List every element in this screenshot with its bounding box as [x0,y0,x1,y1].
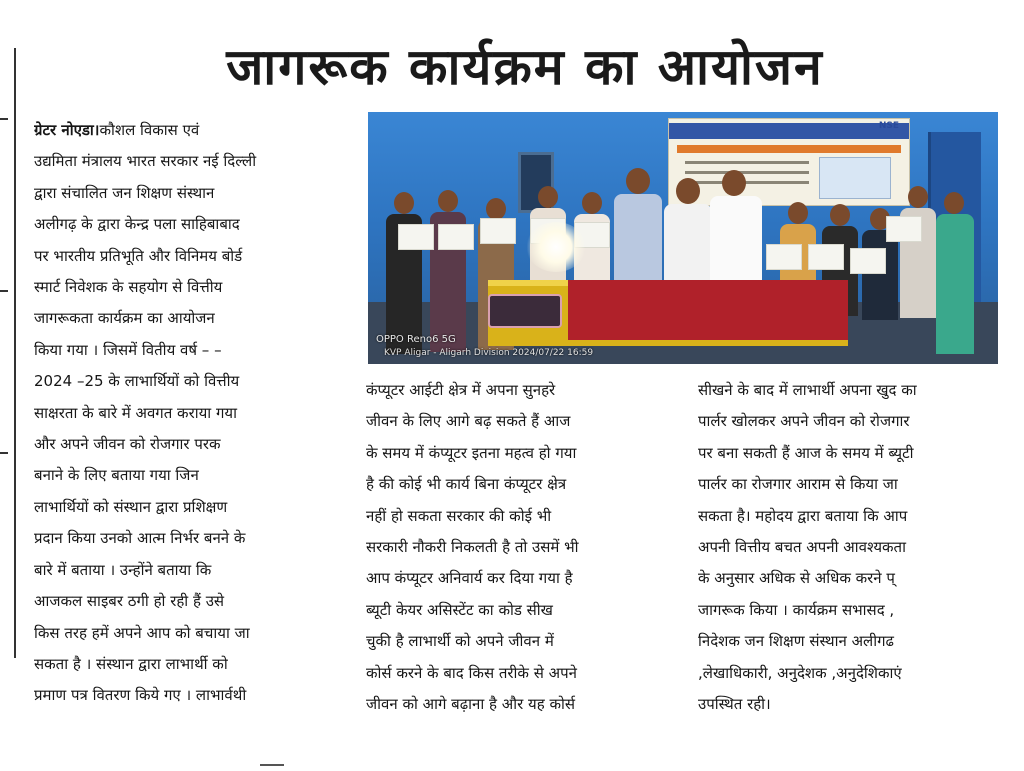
certificate [886,216,922,242]
column-3-line: ,लेखाधिकारी, अनुदेशक ,अनुदेशिकाएं [698,663,902,682]
column-1-line: बारे में बताया । उन्होंने बताया कि [34,560,212,579]
headline: जागरूक कार्यक्रम का आयोजन [226,38,824,96]
column-rule-tick [0,118,8,120]
certificate [808,244,844,270]
column-3-line: अपनी वित्तीय बचत अपनी आवश्यकता [698,538,906,557]
nse-logo: NSE [878,121,899,131]
dateline: ग्रेटर नोएडा। [34,121,100,139]
certificate [438,224,474,250]
column-3-line: निदेशक जन शिक्षण संस्थान अलीगढ [698,632,894,651]
column-2-line: चुकी है लाभार्थी को अपने जीवन में [366,632,554,651]
column-2-line: सरकारी नौकरी निकलती है तो उसमें भी [366,538,579,557]
column-2-line: जीवन को आगे बढ़ाना है और यह कोर्स [366,695,575,714]
column-1-line: अलीगढ़ के द्वारा केन्द्र पला साहिबाबाद [34,215,240,234]
column-2-line: ब्यूटी केयर असिस्टेंट का कोड सीख [366,600,553,619]
column-2-line: जीवन के लिए आगे बढ़ सकते हैं आज [366,412,571,431]
column-rule-tick [0,452,8,454]
certificate [480,218,516,244]
column-1-line: लाभार्थियों को संस्थान द्वारा प्रशिक्षण [34,497,228,516]
column-1-line: 2024 –25 के लाभार्थियों को वित्तीय [34,372,240,391]
column-3-line: पार्लर खोलकर अपने जीवन को रोजगार [698,412,910,431]
event-photo [368,112,998,364]
column-3-line: सीखने के बाद में लाभार्थी अपना खुद का [698,381,917,399]
certificate [398,224,434,250]
footer-mark [260,764,284,766]
column-rule [14,48,16,658]
article-column-3 [698,375,1008,720]
column-1-line: आजकल साइबर ठगी हो रही हैं उसे [34,592,225,611]
photo-timestamp: KVP Aligar - Aligarh Division 2024/07/22 16:59 [384,348,594,358]
column-1-line: द्वारा संचालित जन शिक्षण संस्थान [34,183,215,202]
column-1-line: किस तरह हमें अपने आप को बचाया जा [34,623,250,642]
column-2-line: नहीं हो सकता सरकार की कोई भी [366,506,552,525]
article-column-1 [34,115,340,712]
light-glare [526,222,586,272]
column-1-line: उद्यमिता मंत्रालय भारत सरकार नई दिल्ली [34,152,257,171]
column-1-line: किया गया । जिसमें वितीय वर्ष – – [34,340,222,359]
column-1-line: स्मार्ट निवेशक के सहयोग से वित्तीय [34,278,223,297]
article-column-2 [366,375,672,720]
column-3-line: के अनुसार अधिक से अधिक करने प् [698,569,895,588]
column-1-line: प्रमाण पत्र वितरण किये गए । लाभार्वथी [34,686,247,705]
column-3-line: पर बना सकती हैं आज के समय में ब्यूटी [698,443,914,462]
certificate [766,244,802,270]
column-1-line: प्रदान किया उनको आत्म निर्भर बनने के [34,529,246,548]
column-2-line: आप कंप्यूटर अनिवार्य कर दिया गया है [366,569,573,588]
column-1-text: कौशल विकास एवं [99,121,200,139]
photo-banner [668,118,910,206]
column-1-line: बनाने के लिए बताया गया जिन [34,466,199,485]
column-3-line: पार्लर का रोजगार आराम से किया जा [698,475,898,494]
column-1-line: सकता है । संस्थान द्वारा लाभार्थी को [34,654,228,673]
column-2-line: के समय में कंप्यूटर इतना महत्व हो गया [366,443,577,462]
column-2-line: कोर्स करने के बाद किस तरीके से अपने [366,663,577,682]
phone-in-foreground [488,294,562,328]
column-3-line: उपस्थित रही। [698,695,771,714]
banner-panel [819,157,891,199]
column-1-line: साक्षरता के बारे में अवगत कराया गया [34,403,237,422]
photo-table-cloth [568,280,848,340]
column-2-line: है की कोई भी कार्य बिना कंप्यूटर क्षेत्र [366,475,567,494]
column-1-line [34,115,340,146]
column-rule-tick [0,290,8,292]
banner-band [677,145,901,153]
column-1-line: जागरूकता कार्यक्रम का आयोजन [34,309,215,328]
column-1-line: पर भारतीय प्रतिभूति और विनिमय बोर्ड [34,246,243,265]
certificate [850,248,886,274]
column-3-line: सकता है। महोदय द्वारा बताया कि आप [698,506,908,525]
column-2-line: कंप्यूटर आईटी क्षेत्र में अपना सुनहरे [366,381,556,399]
camera-watermark: OPPO Reno6 5G [376,334,456,345]
banner-text-line [685,171,809,174]
banner-text-line [685,161,809,164]
banner-title-strip [669,123,909,139]
banner-text-line [685,181,809,184]
column-1-line: और अपने जीवन को रोजगार परक [34,435,221,454]
column-3-line: जागरूक किया । कार्यक्रम सभासद , [698,600,895,619]
